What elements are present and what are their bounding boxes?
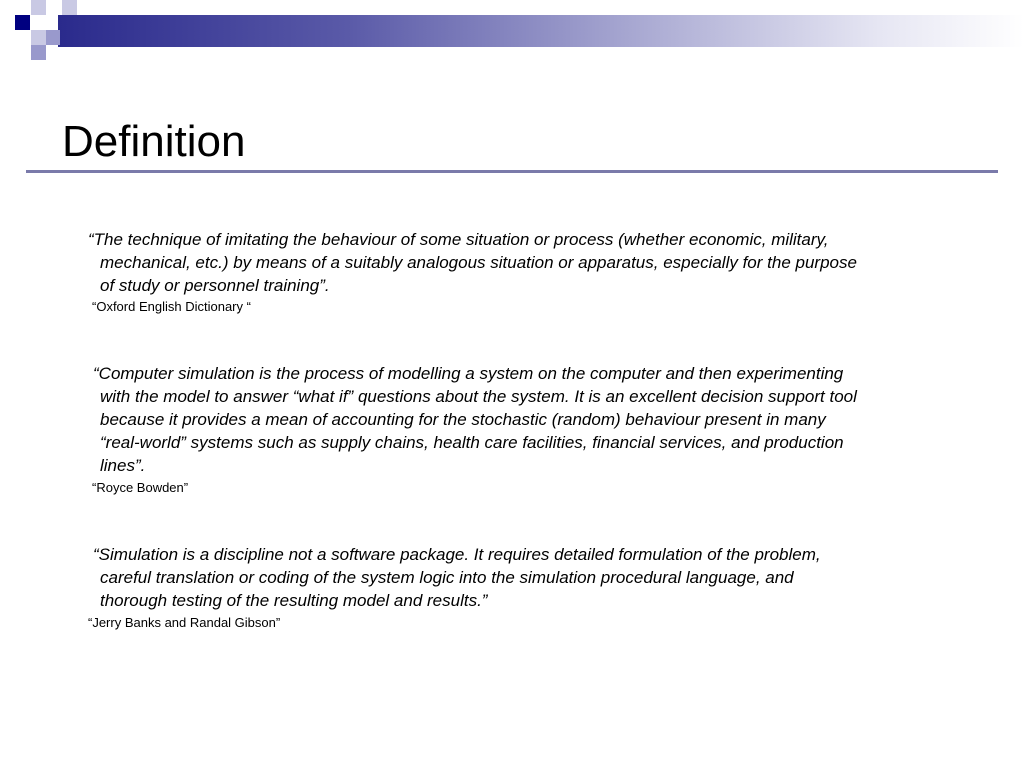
quote-line: “Simulation is a discipline not a software package. It requires detailed formulation of the problem, [93,545,821,564]
quote-line: “real-world” systems such as supply chains, health care facilities, financial services, and production [100,433,844,452]
header-gradient-bar [58,15,1024,47]
citation-banks-gibson: “Jerry Banks and Randal Gibson” [88,615,281,630]
definition-quote-banks-gibson [93,543,973,612]
header-square-decoration [62,0,77,15]
quote-line: of study or personnel training”. [100,276,330,295]
header-square-decoration [31,0,46,15]
citation-oxford: “Oxford English Dictionary “ [92,299,251,314]
citation-bowden: “Royce Bowden” [92,480,189,495]
quote-line: lines”. [100,456,146,475]
slide-title: Definition [62,117,246,167]
header-square-decoration [31,45,46,60]
definition-quote-oxford [88,228,968,297]
quote-line: “Computer simulation is the process of modelling a system on the computer and then experimenting [93,364,844,383]
quote-line: “The technique of imitating the behaviour of some situation or process (whether economic, military, [88,230,829,249]
quote-line: mechanical, etc.) by means of a suitably analogous situation or apparatus, especially for the purpose [100,253,857,272]
header-square-decoration [15,15,30,30]
quote-line: because it provides a mean of accounting for the stochastic (random) behaviour present in many [100,410,826,429]
header-square-decoration [45,30,60,45]
definition-quote-bowden [93,362,973,477]
quote-line: careful translation or coding of the system logic into the simulation procedural language, and [100,568,794,587]
title-divider [26,170,998,173]
header-square-decoration [31,30,46,45]
quote-line: with the model to answer “what if” questions about the system. It is an excellent decision support tool [100,387,857,406]
quote-line: thorough testing of the resulting model and results.” [100,591,488,610]
